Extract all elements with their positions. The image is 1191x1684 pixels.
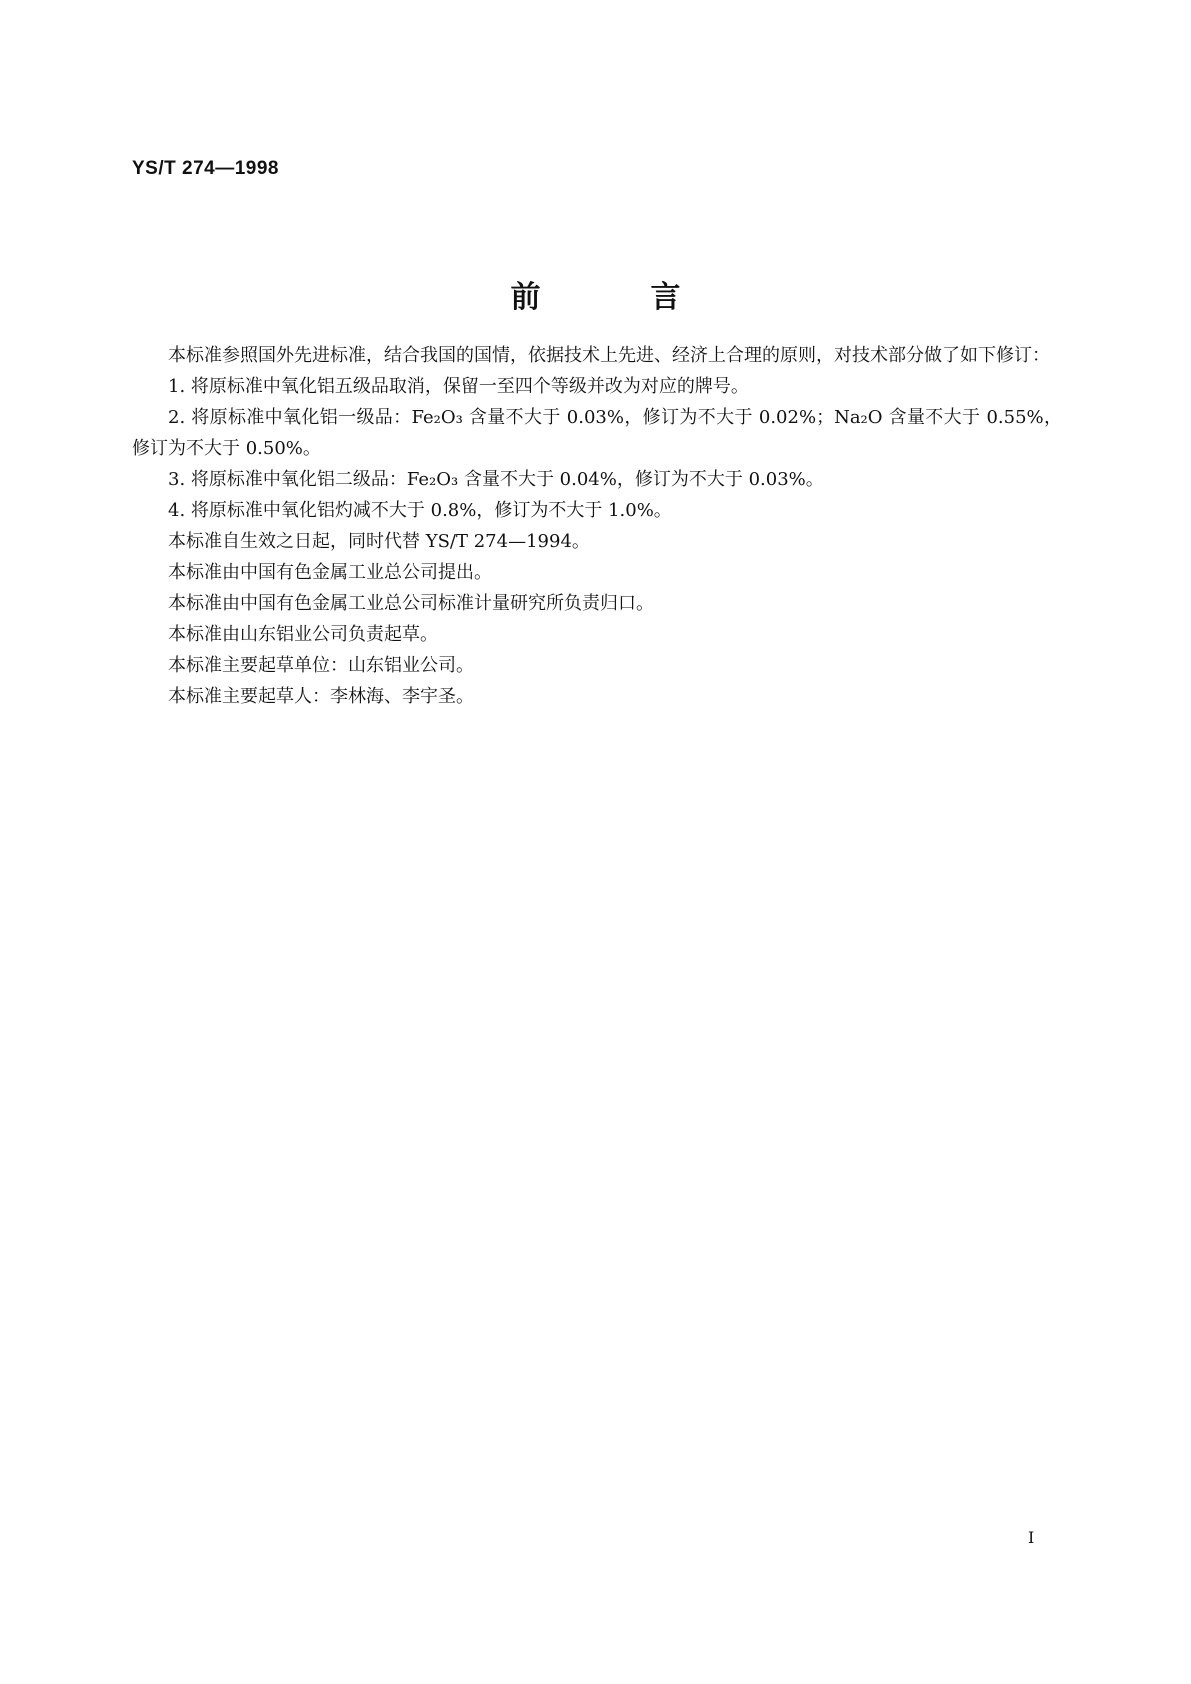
paragraph-drafting-unit: 本标准主要起草单位：山东铝业公司。 [168, 655, 474, 676]
paragraph-drafters: 本标准主要起草人：李林海、李宇圣。 [168, 686, 474, 707]
title-char-1: 前 [510, 280, 541, 315]
paragraph-item-3: 3. 将原标准中氧化铝二级品：Fe₂O₃ 含量不大于 0.04%，修订为不大于 0.03%。 [168, 469, 824, 490]
page-number: I [1028, 1528, 1035, 1547]
paragraph-item-1: 1. 将原标准中氧化铝五级品取消，保留一至四个等级并改为对应的牌号。 [168, 376, 749, 397]
paragraph-replaces: 本标准自生效之日起，同时代替 YS/T 274—1994。 [168, 531, 590, 552]
paragraph-proposed-by: 本标准由中国有色金属工业总公司提出。 [168, 562, 492, 583]
paragraph-administered-by: 本标准由中国有色金属工业总公司标准计量研究所负责归口。 [168, 593, 654, 614]
paragraph-intro: 本标准参照国外先进标准，结合我国的国情，依据技术上先进、经济上合理的原则，对技术部分做了如下修订： [168, 345, 1050, 366]
page-title [0, 272, 1191, 316]
paragraph-drafted-by: 本标准由山东铝业公司负责起草。 [168, 624, 438, 645]
title-char-2: 言 [650, 280, 681, 315]
foreword-body [132, 340, 1062, 712]
paragraph-item-4: 4. 将原标准中氧化铝灼减不大于 0.8%，修订为不大于 1.0%。 [168, 500, 672, 521]
standard-code: YS/T 274—1998 [132, 158, 279, 179]
paragraph-item-2: 2. 将原标准中氧化铝一级品：Fe₂O₃ 含量不大于 0.03%，修订为不大于 0.02%；Na₂O 含量不大于 0.55%，修订为不大于 0.50%。 [132, 407, 1062, 459]
